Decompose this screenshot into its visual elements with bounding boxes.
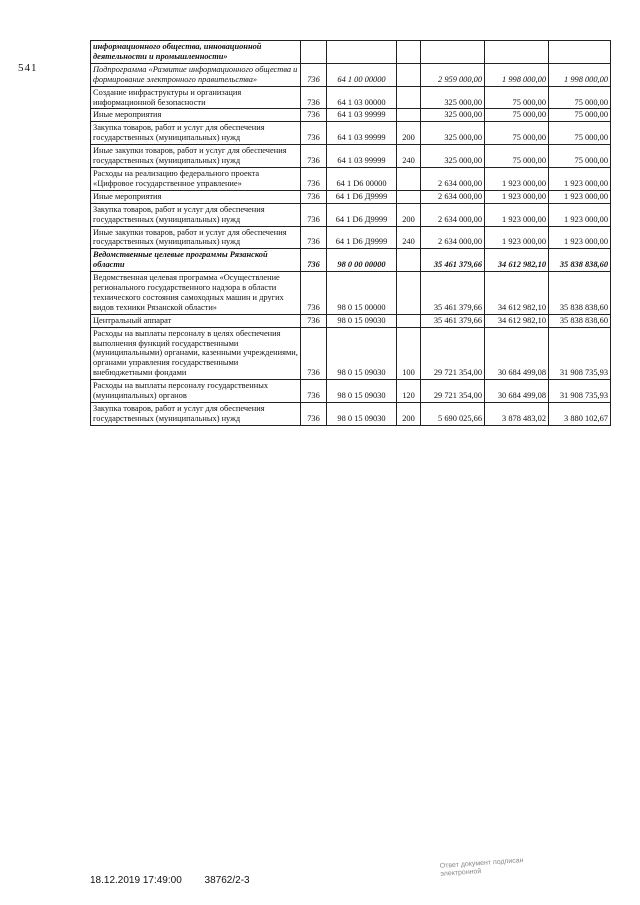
- row-csr: 64 1 03 00000: [327, 86, 397, 109]
- row-name: Иные мероприятия: [91, 190, 301, 203]
- row-name: Иные мероприятия: [91, 109, 301, 122]
- row-name: Закупка товаров, работ и услуг для обеспечения государственных (муниципальных) нужд: [91, 203, 301, 226]
- row-name: Создание инфраструктуры и организация информационной безопасности: [91, 86, 301, 109]
- row-amount-2: 1 923 000,00: [485, 190, 549, 203]
- footer: [90, 875, 270, 886]
- row-amount-2: 75 000,00: [485, 122, 549, 145]
- row-name: Закупка товаров, работ и услуг для обеспечения государственных (муниципальных) нужд: [91, 403, 301, 426]
- row-amount-1: 35 461 379,66: [421, 249, 485, 272]
- row-kvsr: 736: [301, 327, 327, 380]
- row-kvsr: 736: [301, 190, 327, 203]
- row-csr: 98 0 00 00000: [327, 249, 397, 272]
- row-amount-1: 325 000,00: [421, 145, 485, 168]
- row-csr: 98 0 15 09030: [327, 327, 397, 380]
- row-amount-2: 34 612 982,10: [485, 272, 549, 315]
- table-row: [91, 272, 611, 315]
- table-row: [91, 190, 611, 203]
- footer-code: 38762/2-3: [204, 875, 250, 886]
- row-csr: 98 0 15 09030: [327, 403, 397, 426]
- table-row: [91, 226, 611, 249]
- stamp-line-2: электронной: [440, 867, 482, 878]
- row-amount-2: 1 923 000,00: [485, 226, 549, 249]
- row-name: Ведомственные целевые программы Рязанской области: [91, 249, 301, 272]
- row-vr: 240: [397, 145, 421, 168]
- row-name: Иные закупки товаров, работ и услуг для обеспечения государственных (муниципальных) нужд: [91, 226, 301, 249]
- row-kvsr: 736: [301, 86, 327, 109]
- row-csr: 64 1 03 99999: [327, 145, 397, 168]
- row-amount-2: 3 878 483,02: [485, 403, 549, 426]
- row-amount-3: 75 000,00: [549, 145, 611, 168]
- row-kvsr: 736: [301, 109, 327, 122]
- row-amount-1: 29 721 354,00: [421, 327, 485, 380]
- row-vr: [397, 249, 421, 272]
- row-vr: 100: [397, 327, 421, 380]
- row-amount-3: 31 908 735,93: [549, 327, 611, 380]
- table-row: [91, 167, 611, 190]
- row-amount-1: 35 461 379,66: [421, 314, 485, 327]
- row-amount-1: 2 634 000,00: [421, 226, 485, 249]
- row-kvsr: 736: [301, 63, 327, 86]
- stamp-line-1: Ответ документ подписан: [439, 857, 524, 870]
- row-kvsr: 736: [301, 249, 327, 272]
- page-number: 541: [18, 62, 38, 74]
- row-csr: 64 1 D6 Д9999: [327, 226, 397, 249]
- row-csr: 98 0 15 09030: [327, 314, 397, 327]
- row-amount-1: 2 634 000,00: [421, 203, 485, 226]
- row-amount-2: 1 923 000,00: [485, 167, 549, 190]
- row-amount-2: 75 000,00: [485, 109, 549, 122]
- row-vr: [397, 63, 421, 86]
- row-amount-1: [421, 41, 485, 64]
- row-amount-2: 1 998 000,00: [485, 63, 549, 86]
- table-row: [91, 327, 611, 380]
- row-amount-1: 29 721 354,00: [421, 380, 485, 403]
- row-vr: [397, 109, 421, 122]
- row-vr: 200: [397, 122, 421, 145]
- row-name: Ведомственная целевая программа «Осуществление регионального государственного надзора в области технического состояния самоходных машин и других видов техники Рязанской области»: [91, 272, 301, 315]
- row-kvsr: [301, 41, 327, 64]
- row-amount-1: 325 000,00: [421, 86, 485, 109]
- row-amount-2: 30 684 499,08: [485, 327, 549, 380]
- row-amount-3: 75 000,00: [549, 86, 611, 109]
- row-csr: 64 1 D6 00000: [327, 167, 397, 190]
- row-csr: 64 1 00 00000: [327, 63, 397, 86]
- row-csr: 64 1 03 99999: [327, 109, 397, 122]
- row-kvsr: 736: [301, 122, 327, 145]
- row-amount-3: [549, 41, 611, 64]
- table-row: [91, 109, 611, 122]
- row-name: Закупка товаров, работ и услуг для обеспечения государственных (муниципальных) нужд: [91, 122, 301, 145]
- row-vr: [397, 86, 421, 109]
- row-name: Расходы на выплаты персоналу государственных (муниципальных) органов: [91, 380, 301, 403]
- row-name: информационного общества, инновационной деятельности и промышленности»: [91, 41, 301, 64]
- row-kvsr: 736: [301, 203, 327, 226]
- row-name: Расходы на реализацию федерального проекта «Цифровое государственное управление»: [91, 167, 301, 190]
- row-amount-3: 1 923 000,00: [549, 190, 611, 203]
- row-amount-3: 1 998 000,00: [549, 63, 611, 86]
- row-vr: [397, 272, 421, 315]
- row-amount-3: 35 838 838,60: [549, 314, 611, 327]
- row-kvsr: 736: [301, 380, 327, 403]
- row-amount-2: 34 612 982,10: [485, 314, 549, 327]
- row-amount-3: 1 923 000,00: [549, 226, 611, 249]
- row-name: Расходы на выплаты персоналу в целях обеспечения выполнения функций государственными (муниципальными) органами, казенными учреждениями, органами управления государственными внебюджетными фондами: [91, 327, 301, 380]
- row-name: Подпрограмма «Развитие информационного общества и формирование электронного правительства»: [91, 63, 301, 86]
- row-amount-3: 31 908 735,93: [549, 380, 611, 403]
- table-row: [91, 314, 611, 327]
- row-vr: 200: [397, 403, 421, 426]
- budget-table-body: [91, 41, 611, 426]
- table-row: [91, 86, 611, 109]
- table-row: [91, 145, 611, 168]
- row-csr: 98 0 15 00000: [327, 272, 397, 315]
- footer-date: 18.12.2019 17:49:00: [90, 875, 182, 886]
- row-name: Центральный аппарат: [91, 314, 301, 327]
- row-amount-3: 75 000,00: [549, 122, 611, 145]
- row-csr: 98 0 15 09030: [327, 380, 397, 403]
- row-amount-1: 35 461 379,66: [421, 272, 485, 315]
- row-kvsr: 736: [301, 145, 327, 168]
- row-vr: [397, 41, 421, 64]
- row-amount-2: 75 000,00: [485, 145, 549, 168]
- row-amount-1: 325 000,00: [421, 109, 485, 122]
- table-row: [91, 249, 611, 272]
- row-amount-3: 3 880 102,67: [549, 403, 611, 426]
- row-vr: 120: [397, 380, 421, 403]
- row-vr: [397, 190, 421, 203]
- row-name: Иные закупки товаров, работ и услуг для обеспечения государственных (муниципальных) нужд: [91, 145, 301, 168]
- row-amount-1: 2 634 000,00: [421, 190, 485, 203]
- signature-stamp: [440, 857, 525, 878]
- budget-table: [90, 40, 611, 426]
- row-amount-3: 1 923 000,00: [549, 167, 611, 190]
- table-row: [91, 403, 611, 426]
- row-csr: [327, 41, 397, 64]
- row-csr: 64 1 D6 Д9999: [327, 190, 397, 203]
- row-csr: 64 1 D6 Д9999: [327, 203, 397, 226]
- row-amount-3: 35 838 838,60: [549, 249, 611, 272]
- row-kvsr: 736: [301, 314, 327, 327]
- row-amount-1: 325 000,00: [421, 122, 485, 145]
- row-amount-3: 35 838 838,60: [549, 272, 611, 315]
- row-amount-2: 75 000,00: [485, 86, 549, 109]
- row-kvsr: 736: [301, 226, 327, 249]
- row-kvsr: 736: [301, 167, 327, 190]
- row-vr: 240: [397, 226, 421, 249]
- row-vr: 200: [397, 203, 421, 226]
- row-amount-3: 75 000,00: [549, 109, 611, 122]
- row-kvsr: 736: [301, 403, 327, 426]
- row-amount-1: 5 690 025,66: [421, 403, 485, 426]
- row-amount-2: 34 612 982,10: [485, 249, 549, 272]
- row-amount-2: [485, 41, 549, 64]
- row-amount-1: 2 634 000,00: [421, 167, 485, 190]
- row-vr: [397, 314, 421, 327]
- table-row: [91, 63, 611, 86]
- table-row: [91, 203, 611, 226]
- table-row: [91, 41, 611, 64]
- table-row: [91, 380, 611, 403]
- row-amount-2: 1 923 000,00: [485, 203, 549, 226]
- row-amount-3: 1 923 000,00: [549, 203, 611, 226]
- row-amount-2: 30 684 499,08: [485, 380, 549, 403]
- row-vr: [397, 167, 421, 190]
- row-kvsr: 736: [301, 272, 327, 315]
- row-amount-1: 2 959 000,00: [421, 63, 485, 86]
- table-row: [91, 122, 611, 145]
- row-csr: 64 1 03 99999: [327, 122, 397, 145]
